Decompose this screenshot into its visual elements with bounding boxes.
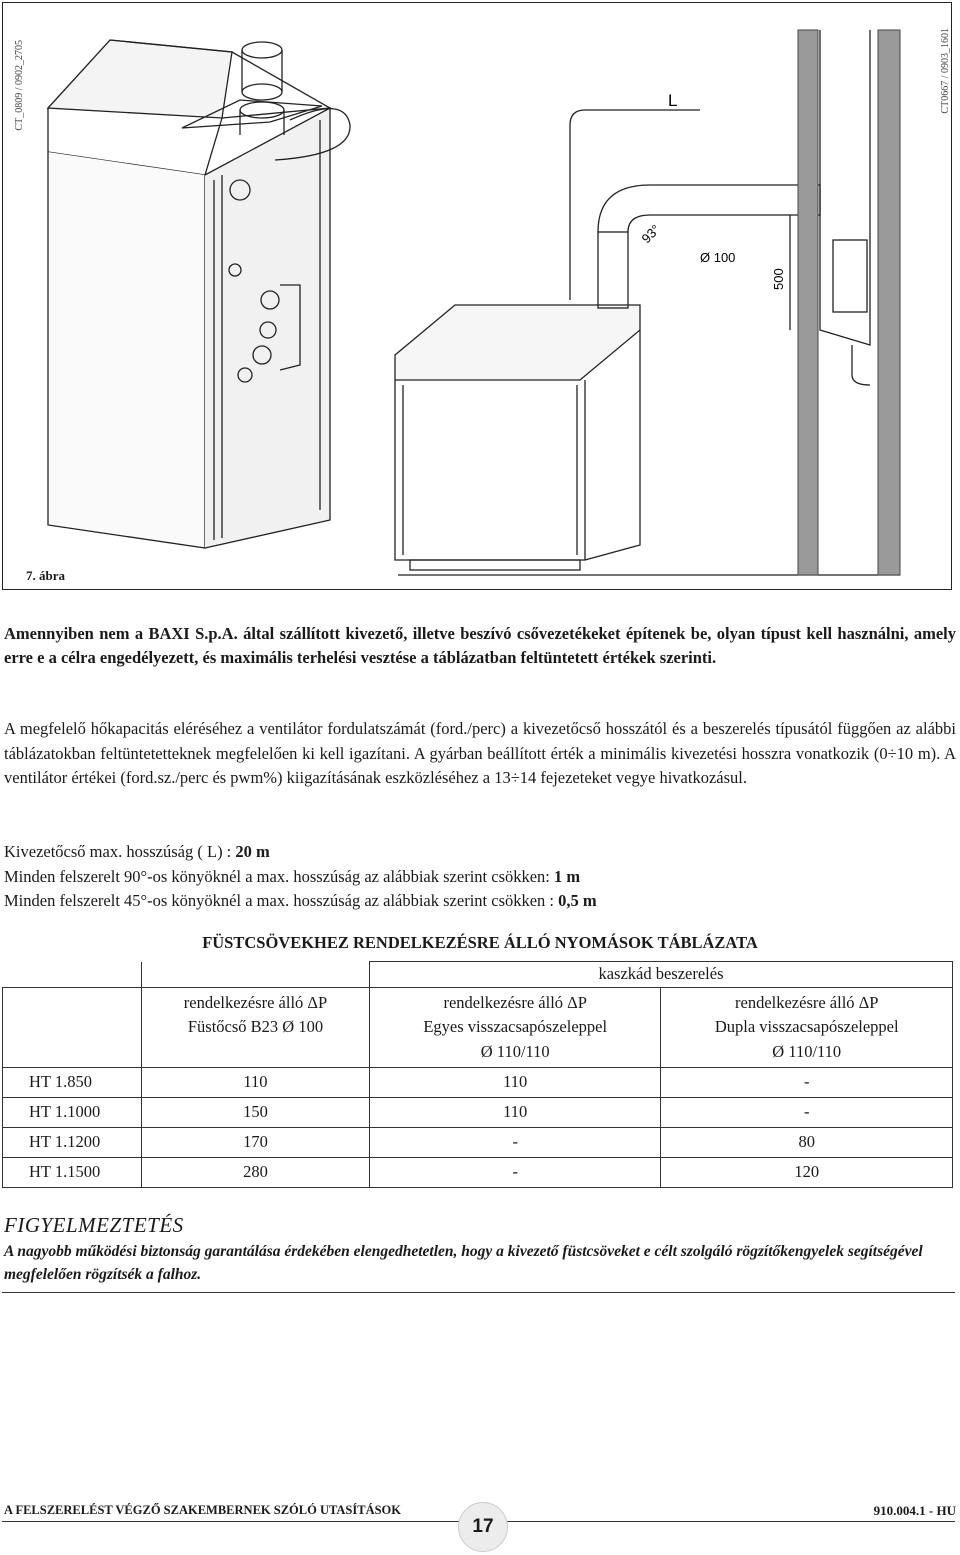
fan-adjustment-paragraph: A megfelelő hőkapacitás eléréséhez a ventilátor fordulatszámát (ford./perc) a kivezetőcső hosszától és a beszerelés típusától függően az alábbi táblázatokban feltüntetetteknek megfelelően ki kell igazítani. A gyárban beállított érték a minimális kivezetési hosszra vonatkozik (0÷10 m). A ventilátor értékei (ford.sz./perc és pwm%) kiigazításának eszközléséhez a 13÷14 fejezeteket vegye hivatkozásul.	[4, 719, 956, 787]
table-row: HT 1.1500 280 - 120	[3, 1158, 953, 1188]
dim-L-label: L	[668, 91, 678, 110]
dim-diameter-label: Ø 100	[700, 250, 736, 265]
spec-45-elbow: Minden felszerelt 45°-os könyöknél a max. hosszúság az alábbiak szerint csökken : 0,5 m	[4, 891, 597, 910]
col-header-3: rendelkezésre álló ΔP Dupla visszacsapószeleppel Ø 110/110	[661, 988, 953, 1068]
table-row: HT 1.1000 150 110 -	[3, 1098, 953, 1128]
document-code: 910.004.1 - HU	[873, 1503, 956, 1518]
dim-height-label: 500	[771, 268, 786, 290]
footer-section-title: A FELSZERELÉST VÉGZŐ SZAKEMBERNEK SZÓLÓ UTASÍTÁSOK	[4, 1503, 402, 1517]
warning-title: FIGYELMEZTETÉS	[4, 1213, 184, 1237]
table-title: FÜSTCSÖVEKHEZ RENDELKEZÉSRE ÁLLÓ NYOMÁSOK TÁBLÁZATA	[202, 933, 758, 952]
warning-text: A nagyobb működési biztonság garantálása érdekében elengedhetetlen, hogy a kivezető füstcsöveket e célt szolgáló rögzítőkengyelek segítségével megfelelően rögzítsék a falhoz.	[4, 1243, 923, 1283]
warning-divider	[2, 1292, 955, 1293]
table-row: HT 1.1200 170 - 80	[3, 1128, 953, 1158]
spec-max-length: Kivezetőcső max. hosszúság ( L) : 20 m	[4, 842, 270, 861]
boiler-illustration	[0, 0, 960, 590]
figure-code-right: CT0667 / 0903_1601	[940, 28, 951, 114]
figure-code-left: CT_0809 / 0902_2705	[14, 40, 25, 131]
intro-paragraph: Amennyiben nem a BAXI S.p.A. által szállított kivezető, illetve beszívó csővezetékeket építenek be, olyan típust kell használni, amely erre e a célra engedélyezett, és maximális terhelési vesztése a táblázatban feltüntetett értékek szerinti.	[4, 624, 956, 667]
flue-length-specs	[4, 840, 956, 914]
group-header: kaszkád beszerelés	[369, 962, 952, 988]
page-number: 17	[458, 1502, 508, 1552]
col-header-1: rendelkezésre álló ΔP Füstőcső B23 Ø 100	[142, 988, 370, 1068]
table-row: HT 1.850 110 110 -	[3, 1068, 953, 1098]
flue-pressure-table	[2, 961, 953, 1188]
dim-angle-label: 93°	[638, 221, 664, 247]
figure-caption: 7. ábra	[26, 568, 65, 583]
spec-90-elbow: Minden felszerelt 90°-os könyöknél a max. hosszúság az alábbiak szerint csökken: 1 m	[4, 866, 581, 886]
col-header-2: rendelkezésre álló ΔP Egyes visszacsapószeleppel Ø 110/110	[369, 988, 661, 1068]
